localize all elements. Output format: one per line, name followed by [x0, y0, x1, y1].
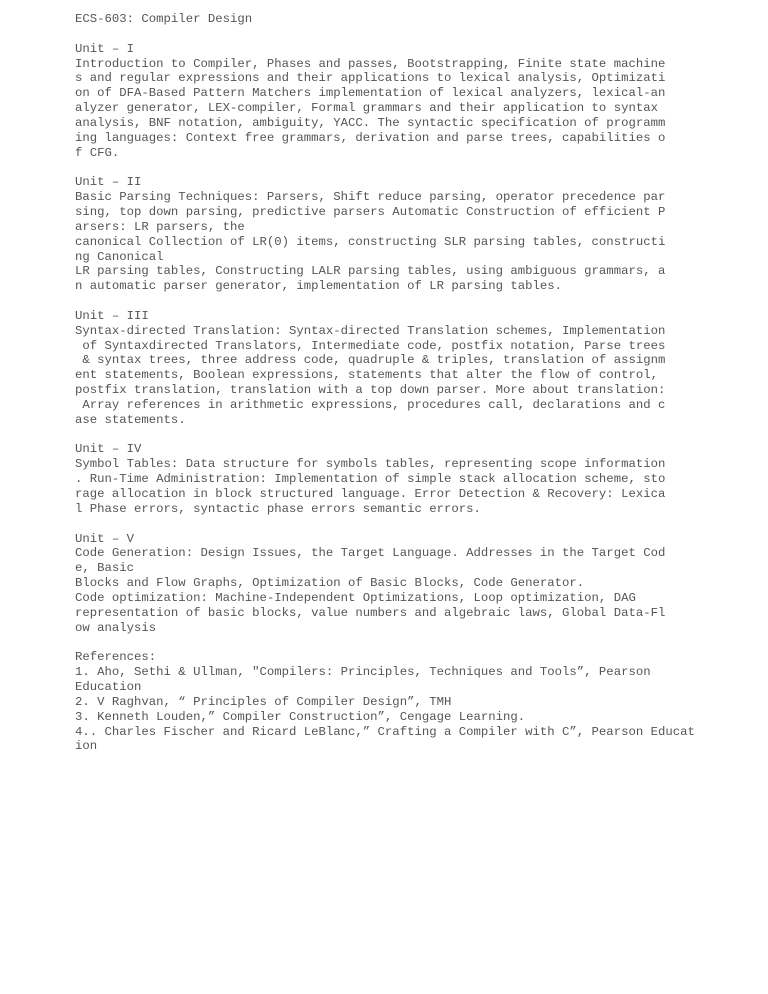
text-line: l Phase errors, syntactic phase errors semantic errors.	[75, 501, 481, 516]
text-line: Education	[75, 679, 142, 694]
blank-line	[75, 635, 755, 650]
text-line: Blocks and Flow Graphs, Optimization of Basic Blocks, Code Generator.	[75, 576, 585, 591]
references-heading: References:	[75, 650, 157, 665]
text-line: ng Canonical	[75, 249, 164, 264]
text-line: of Syntaxdirected Translators, Intermediate code, postfix notation, Parse trees	[75, 338, 666, 353]
text-line: Code Generation: Design Issues, the Target Language. Addresses in the Target Cod	[75, 546, 666, 561]
unit-heading: Unit – I	[75, 41, 135, 56]
document-body	[75, 12, 755, 754]
text-line: Array references in arithmetic expressions, procedures call, declarations and c	[75, 397, 666, 412]
text-line: canonical Collection of LR(0) items, constructing SLR parsing tables, constructi	[75, 234, 666, 249]
text-line: ion	[75, 739, 98, 754]
unit-heading: Unit – V	[75, 531, 135, 546]
text-line: n automatic parser generator, implementation of LR parsing tables.	[75, 279, 563, 294]
text-line: 3. Kenneth Louden,” Compiler Construction”, Cengage Learning.	[75, 709, 526, 724]
blank-line	[75, 517, 755, 532]
blank-line	[75, 160, 755, 175]
unit-heading: Unit – II	[75, 175, 142, 190]
text-line: representation of basic blocks, value numbers and algebraic laws, Global Data-Fl	[75, 605, 666, 620]
text-line: Basic Parsing Techniques: Parsers, Shift reduce parsing, operator precedence par	[75, 190, 666, 205]
text-line: & syntax trees, three address code, quadruple & triples, translation of assignm	[75, 353, 666, 368]
text-line: postfix translation, translation with a top down parser. More about translation:	[75, 383, 666, 398]
text-line: f CFG.	[75, 145, 120, 160]
text-line: LR parsing tables, Constructing LALR parsing tables, using ambiguous grammars, a	[75, 264, 666, 279]
blank-line	[75, 294, 755, 309]
blank-line	[75, 27, 755, 42]
text-line: Symbol Tables: Data structure for symbols tables, representing scope information	[75, 457, 666, 472]
document-title: ECS-603: Compiler Design	[75, 12, 253, 26]
text-line: . Run-Time Administration: Implementation of simple stack allocation scheme, sto	[75, 472, 666, 487]
text-line: rage allocation in block structured language. Error Detection & Recovery: Lexica	[75, 487, 666, 501]
text-line: Syntax-directed Translation: Syntax-directed Translation schemes, Implementation	[75, 323, 666, 338]
unit-heading: Unit – IV	[75, 442, 142, 457]
text-line: Introduction to Compiler, Phases and passes, Bootstrapping, Finite state machine	[75, 56, 666, 71]
blank-line	[75, 428, 755, 443]
text-line: 2. V Raghvan, “ Principles of Compiler Design”, TMH	[75, 694, 452, 709]
text-line: ing languages: Context free grammars, derivation and parse trees, capabilities o	[75, 130, 666, 145]
text-line: ow analysis	[75, 620, 157, 635]
text-line: sing, top down parsing, predictive parsers Automatic Construction of efficient P	[75, 204, 666, 219]
text-line: Code optimization: Machine-Independent Optimizations, Loop optimization, DAG	[75, 590, 636, 605]
text-line: 4.. Charles Fischer and Ricard LeBlanc,” Crafting a Compiler with C”, Pearson Educat	[75, 724, 695, 739]
text-line: ase statements.	[75, 412, 186, 427]
text-line: 1. Aho, Sethi & Ullman, "Compilers: Principles, Techniques and Tools”, Pearson	[75, 665, 651, 680]
text-line: analysis, BNF notation, ambiguity, YACC. The syntactic specification of programm	[75, 115, 666, 130]
text-line: ent statements, Boolean expressions, statements that alter the flow of control,	[75, 368, 658, 383]
text-line: s and regular expressions and their applications to lexical analysis, Optimizati	[75, 71, 666, 86]
text-line: arsers: LR parsers, the	[75, 219, 245, 234]
text-line: alyzer generator, LEX-compiler, Formal grammars and their application to syntax	[75, 101, 658, 116]
text-line: e, Basic	[75, 561, 135, 576]
text-line: on of DFA-Based Pattern Matchers implementation of lexical analyzers, lexical-an	[75, 86, 666, 101]
unit-heading: Unit – III	[75, 308, 149, 323]
